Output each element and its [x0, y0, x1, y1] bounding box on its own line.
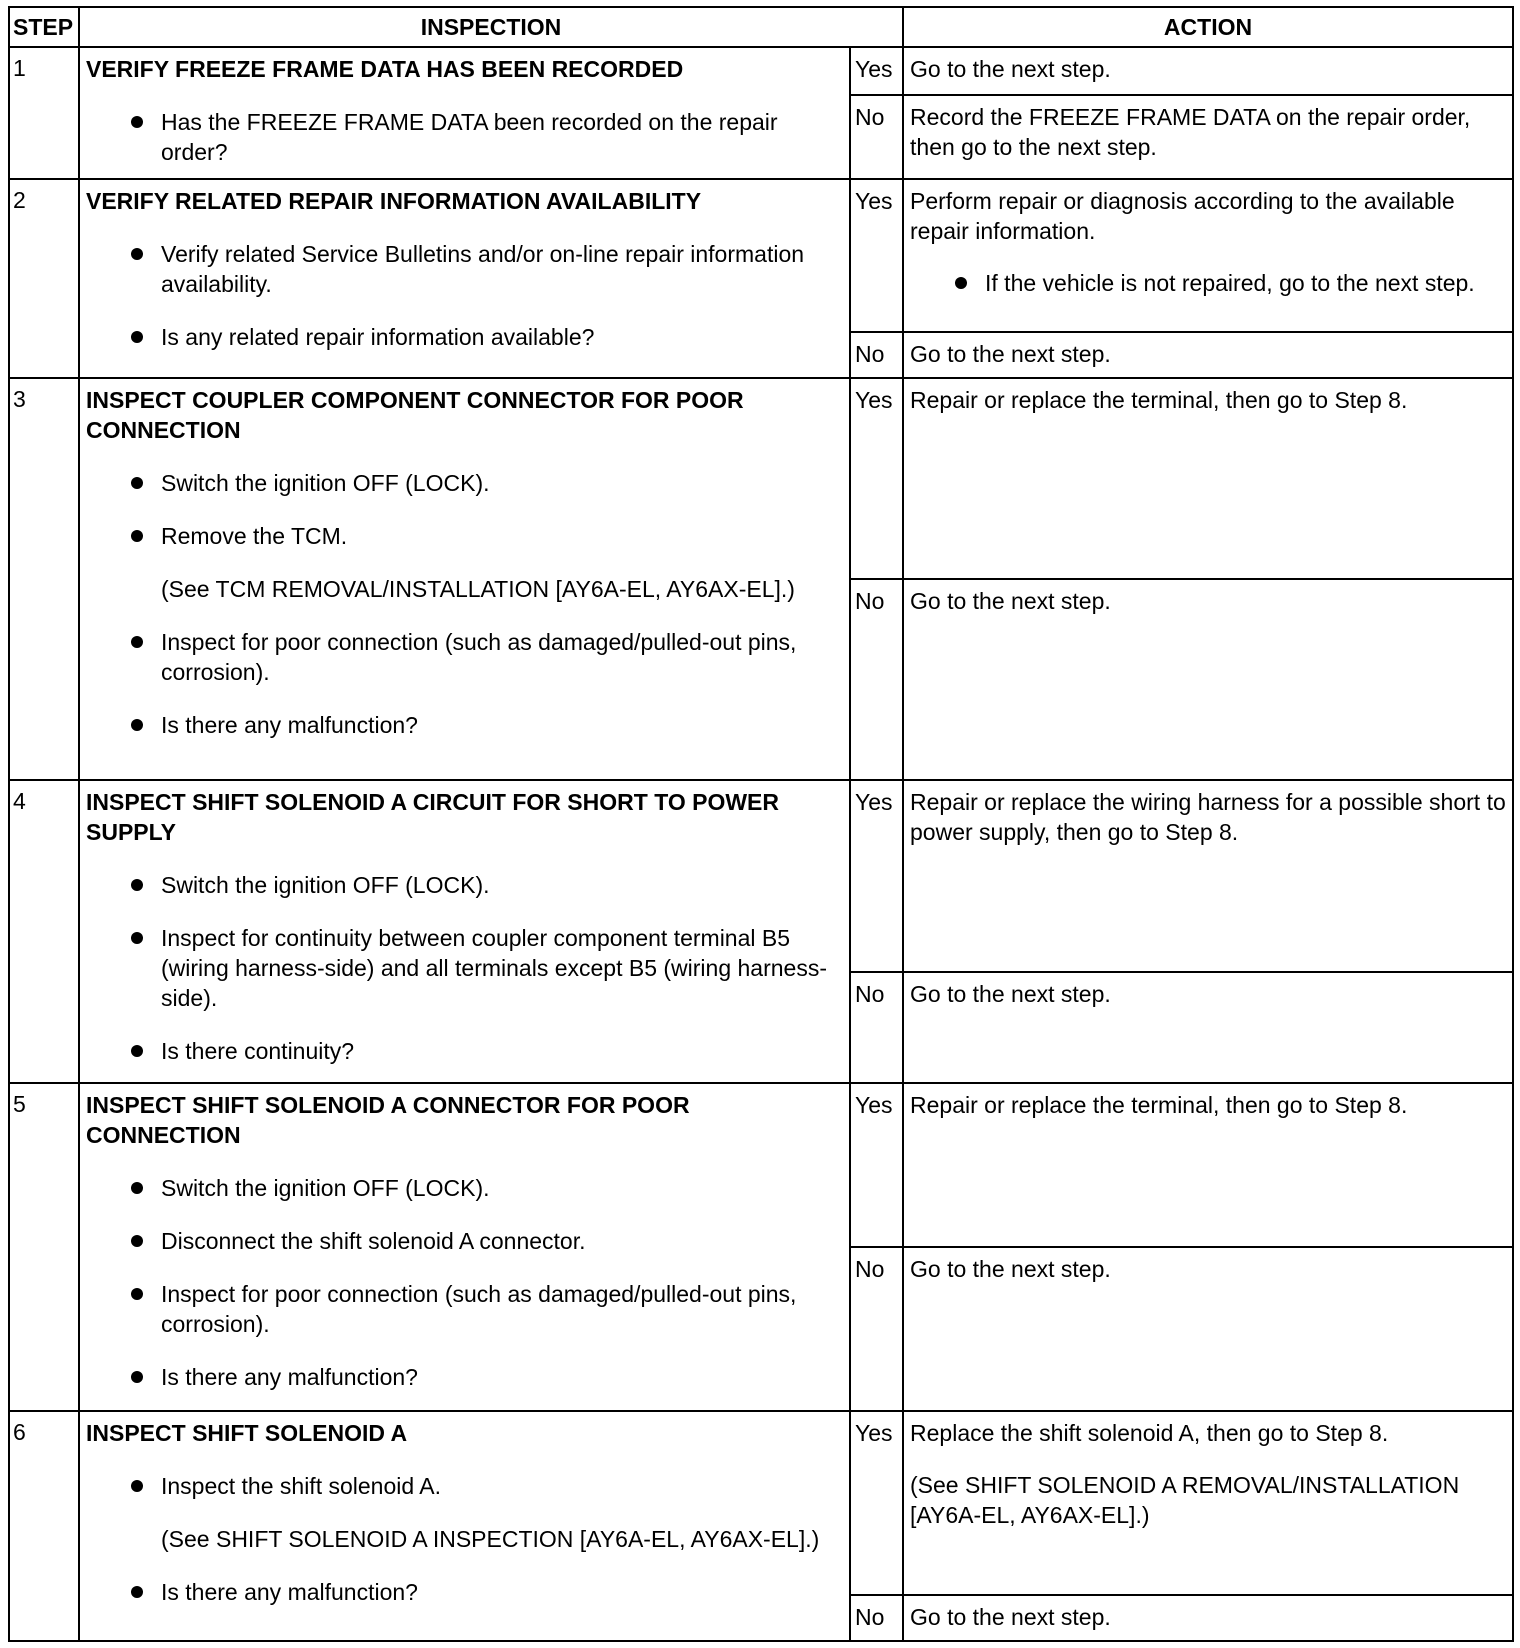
inspection-reference: (See TCM REMOVAL/INSTALLATION [AY6A-EL, AY6AX-EL].) — [161, 575, 795, 602]
yes-label: Yes — [850, 378, 903, 579]
no-label: No — [850, 332, 903, 378]
step-title: INSPECT COUPLER COMPONENT CONNECTOR FOR POOR CONNECTION — [86, 386, 744, 443]
inspection-cell — [79, 47, 850, 179]
table-header-row — [9, 7, 1513, 47]
inspection-cell — [79, 1411, 850, 1641]
step-number: 6 — [9, 1411, 79, 1641]
inspection-cell — [79, 378, 850, 780]
yes-action-cell — [903, 179, 1513, 332]
inspection-item: Is there any malfunction? — [86, 1362, 843, 1392]
no-label: No — [850, 95, 903, 178]
step-title: INSPECT SHIFT SOLENOID A CONNECTOR FOR POOR CONNECTION — [86, 1092, 690, 1149]
no-action: Go to the next step. — [903, 972, 1513, 1083]
inspection-cell — [79, 1083, 850, 1411]
no-action: Go to the next step. — [903, 579, 1513, 780]
inspection-item: Is there continuity? — [86, 1036, 843, 1066]
inspection-item: Is there any malfunction? — [86, 1577, 843, 1607]
inspection-item: Inspect for poor connection (such as damaged/pulled-out pins, corrosion). — [86, 627, 843, 687]
inspection-item: Remove the TCM. — [86, 521, 843, 551]
inspection-reference: (See SHIFT SOLENOID A INSPECTION [AY6A-EL, AY6AX-EL].) — [161, 1525, 820, 1552]
inspection-item: Switch the ignition OFF (LOCK). — [86, 870, 843, 900]
inspection-item: Inspect for poor connection (such as damaged/pulled-out pins, corrosion). — [86, 1279, 843, 1339]
step-title: VERIFY FREEZE FRAME DATA HAS BEEN RECORDED — [86, 56, 684, 82]
step-number: 3 — [9, 378, 79, 780]
no-label: No — [850, 972, 903, 1083]
action-column-header: ACTION — [903, 7, 1513, 47]
table-row — [9, 780, 1513, 972]
yes-action: Repair or replace the wiring harness for a possible short to power supply, then go to Step 8. — [903, 780, 1513, 972]
yes-label: Yes — [850, 179, 903, 332]
yes-label: Yes — [850, 1411, 903, 1595]
inspection-item: Verify related Service Bulletins and/or on-line repair information availability. — [86, 239, 843, 299]
inspection-item: Is any related repair information available? — [86, 322, 843, 352]
inspection-item: Switch the ignition OFF (LOCK). — [86, 468, 843, 498]
yes-label: Yes — [850, 1083, 903, 1247]
step-number: 2 — [9, 179, 79, 378]
step-column-header: STEP — [9, 7, 79, 47]
table-row — [9, 179, 1513, 332]
yes-action: Repair or replace the terminal, then go to Step 8. — [903, 378, 1513, 579]
diagnostic-procedure-table — [8, 6, 1514, 1642]
yes-action-cell — [903, 1411, 1513, 1595]
inspection-item: Inspect the shift solenoid A. — [86, 1471, 843, 1501]
no-action: Go to the next step. — [903, 1247, 1513, 1411]
step-number: 4 — [9, 780, 79, 1084]
no-action: Go to the next step. — [903, 332, 1513, 378]
no-label: No — [850, 579, 903, 780]
yes-label: Yes — [850, 47, 903, 95]
step-number: 5 — [9, 1083, 79, 1411]
step-title: INSPECT SHIFT SOLENOID A CIRCUIT FOR SHORT TO POWER SUPPLY — [86, 788, 779, 845]
inspection-column-header: INSPECTION — [79, 7, 903, 47]
table-row — [9, 378, 1513, 579]
yes-action: Perform repair or diagnosis according to the available repair information. — [910, 187, 1455, 244]
inspection-item: Has the FREEZE FRAME DATA been recorded on the repair order? — [86, 107, 843, 167]
inspection-cell — [79, 179, 850, 378]
no-label: No — [850, 1247, 903, 1411]
inspection-item: Inspect for continuity between coupler component terminal B5 (wiring harness-side) and all terminals except B5 (wiring harness-side). — [86, 923, 843, 1013]
no-label: No — [850, 1595, 903, 1641]
no-action: Record the FREEZE FRAME DATA on the repair order, then go to the next step. — [903, 95, 1513, 178]
yes-action: Repair or replace the terminal, then go to Step 8. — [903, 1083, 1513, 1247]
yes-action-reference: (See SHIFT SOLENOID A REMOVAL/INSTALLATION [AY6A-EL, AY6AX-EL].) — [910, 1471, 1460, 1528]
inspection-item: Is there any malfunction? — [86, 710, 843, 740]
no-action: Go to the next step. — [903, 1595, 1513, 1641]
step-title: VERIFY RELATED REPAIR INFORMATION AVAILABILITY — [86, 187, 702, 214]
yes-action-subitem: If the vehicle is not repaired, go to the next step. — [910, 268, 1506, 298]
step-title: INSPECT SHIFT SOLENOID A — [86, 1419, 408, 1446]
inspection-item: Disconnect the shift solenoid A connector. — [86, 1226, 843, 1256]
table-row — [9, 47, 1513, 95]
step-number: 1 — [9, 47, 79, 179]
yes-action: Replace the shift solenoid A, then go to Step 8. — [910, 1419, 1389, 1446]
inspection-item: Switch the ignition OFF (LOCK). — [86, 1173, 843, 1203]
yes-action: Go to the next step. — [903, 47, 1513, 95]
inspection-cell — [79, 780, 850, 1084]
table-row — [9, 1083, 1513, 1247]
table-row — [9, 1411, 1513, 1595]
yes-label: Yes — [850, 780, 903, 972]
